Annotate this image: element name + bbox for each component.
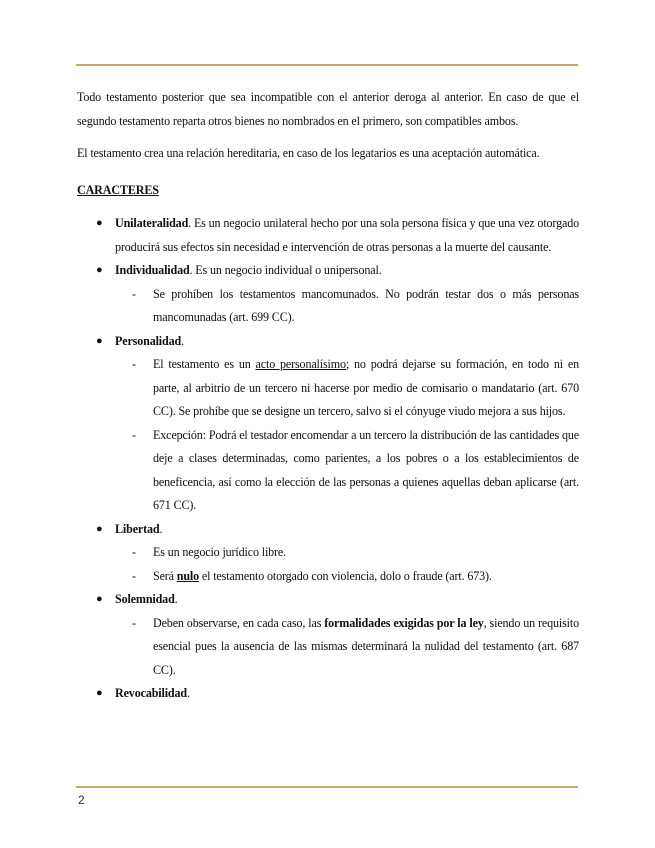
characteristics-list: [77, 212, 579, 706]
dash-icon: -: [132, 357, 136, 371]
bold-term-nulo: nulo: [176, 568, 200, 583]
term-individualidad: Individualidad: [115, 263, 190, 277]
sub-item-nulo: [115, 565, 579, 589]
term-personalidad: Personalidad: [115, 333, 182, 348]
term-libertad: Libertad: [115, 521, 160, 536]
text-personalidad: .: [181, 333, 184, 348]
text-unilateralidad: . Es un negocio unilateral hecho por una sola persona física y que una vez otorgado producirá sus efectos sin necesidad e intervención de otras personas a la muerte del causante.: [115, 216, 579, 254]
sub-item-text: Excepción: Podrá el testador encomendar a un tercero la distribución de las cantidades que deje a clases determinadas, como parientes, a los pobres o a los establecimientos de beneficencia, así como la elección de las personas a quienes aquellas deban aplicarse (art. 671 CC).: [153, 427, 579, 512]
list-item-personalidad: [77, 330, 579, 518]
list-item-unilateralidad: [77, 212, 579, 259]
bullet-icon: ●: [96, 593, 103, 605]
dash-icon: -: [132, 615, 136, 630]
sub-item-text: , siendo un requisito esencial pues la ausencia de las mismas determinará la nulidad del testamento (art. 687 CC).: [153, 615, 579, 677]
sub-item-formalidades: [115, 612, 579, 683]
term-unilateralidad: Unilateralidad: [115, 216, 189, 230]
sub-item-text: Será: [153, 568, 177, 583]
bullet-icon: ●: [96, 687, 103, 699]
list-item-revocabilidad: [77, 682, 579, 706]
text-revocabilidad: .: [186, 686, 190, 700]
section-heading: CARACTERES: [77, 182, 159, 197]
dash-icon: -: [132, 427, 136, 442]
sub-item-text: Es un negocio jurídico libre.: [153, 545, 287, 559]
bullet-icon: ●: [96, 334, 103, 347]
underlined-term: acto personalísimo: [255, 357, 346, 371]
page-number: 2: [78, 793, 85, 807]
sub-item-text: el testamento otorgado con violencia, dolo o fraude (art. 673).: [199, 568, 492, 583]
text-individualidad: . Es un negocio individual o unipersonal.: [189, 263, 382, 277]
text-solemnidad: .: [174, 592, 178, 606]
sublist-individualidad: [115, 283, 579, 330]
sub-item-negocio-libre: [115, 541, 579, 565]
bullet-icon: ●: [96, 264, 103, 276]
list-item-individualidad: [77, 259, 579, 330]
term-revocabilidad: Revocabilidad: [115, 686, 187, 700]
bullet-icon: ●: [96, 522, 103, 535]
sub-item-acto-personalisimo: [115, 353, 579, 424]
header-rule: [76, 64, 578, 66]
bold-term-formalidades: formalidades exigidas por la ley: [324, 615, 484, 630]
list-item-solemnidad: [77, 588, 579, 682]
list-item-libertad: [77, 518, 579, 589]
footer-rule: [76, 786, 578, 788]
sublist-solemnidad: [115, 612, 579, 683]
sublist-personalidad: [115, 353, 579, 518]
sublist-libertad: [115, 541, 579, 588]
dash-icon: -: [132, 545, 136, 559]
sub-item-excepcion: [115, 424, 579, 518]
sub-item-text: ; no podrá dejarse su formación, en todo ni en parte, al arbitrio de un tercero ni hacerse por medio de comisario o mandatario (art. 670 CC). Se prohíbe que se designe un tercero, salvo si el cónyuge viudo mejora a sus hijos.: [153, 357, 579, 418]
dash-icon: -: [132, 568, 136, 583]
sub-item-text: Deben observarse, en cada caso, las: [153, 615, 325, 630]
paragraph-hereditary-relation: El testamento crea una relación hereditaria, en caso de los legatarios es una aceptación automática.: [77, 146, 540, 160]
page-content: [77, 86, 579, 706]
sub-item-text: Se prohíben los testamentos mancomunados. No podrán testar dos o más personas mancomunadas (art. 699 CC).: [153, 286, 579, 324]
sub-item-text: El testamento es un: [153, 357, 256, 371]
paragraph-compatibility: Todo testamento posterior que sea incompatible con el anterior deroga al anterior. En caso de que el segundo testamento reparta otros bienes no nombrados en el primero, son compatibles ambos.: [77, 90, 579, 128]
text-libertad: .: [159, 521, 163, 536]
term-solemnidad: Solemnidad: [115, 592, 175, 606]
dash-icon: -: [132, 286, 136, 301]
sub-item-mancomunados: [115, 283, 579, 330]
bullet-icon: ●: [96, 217, 103, 229]
